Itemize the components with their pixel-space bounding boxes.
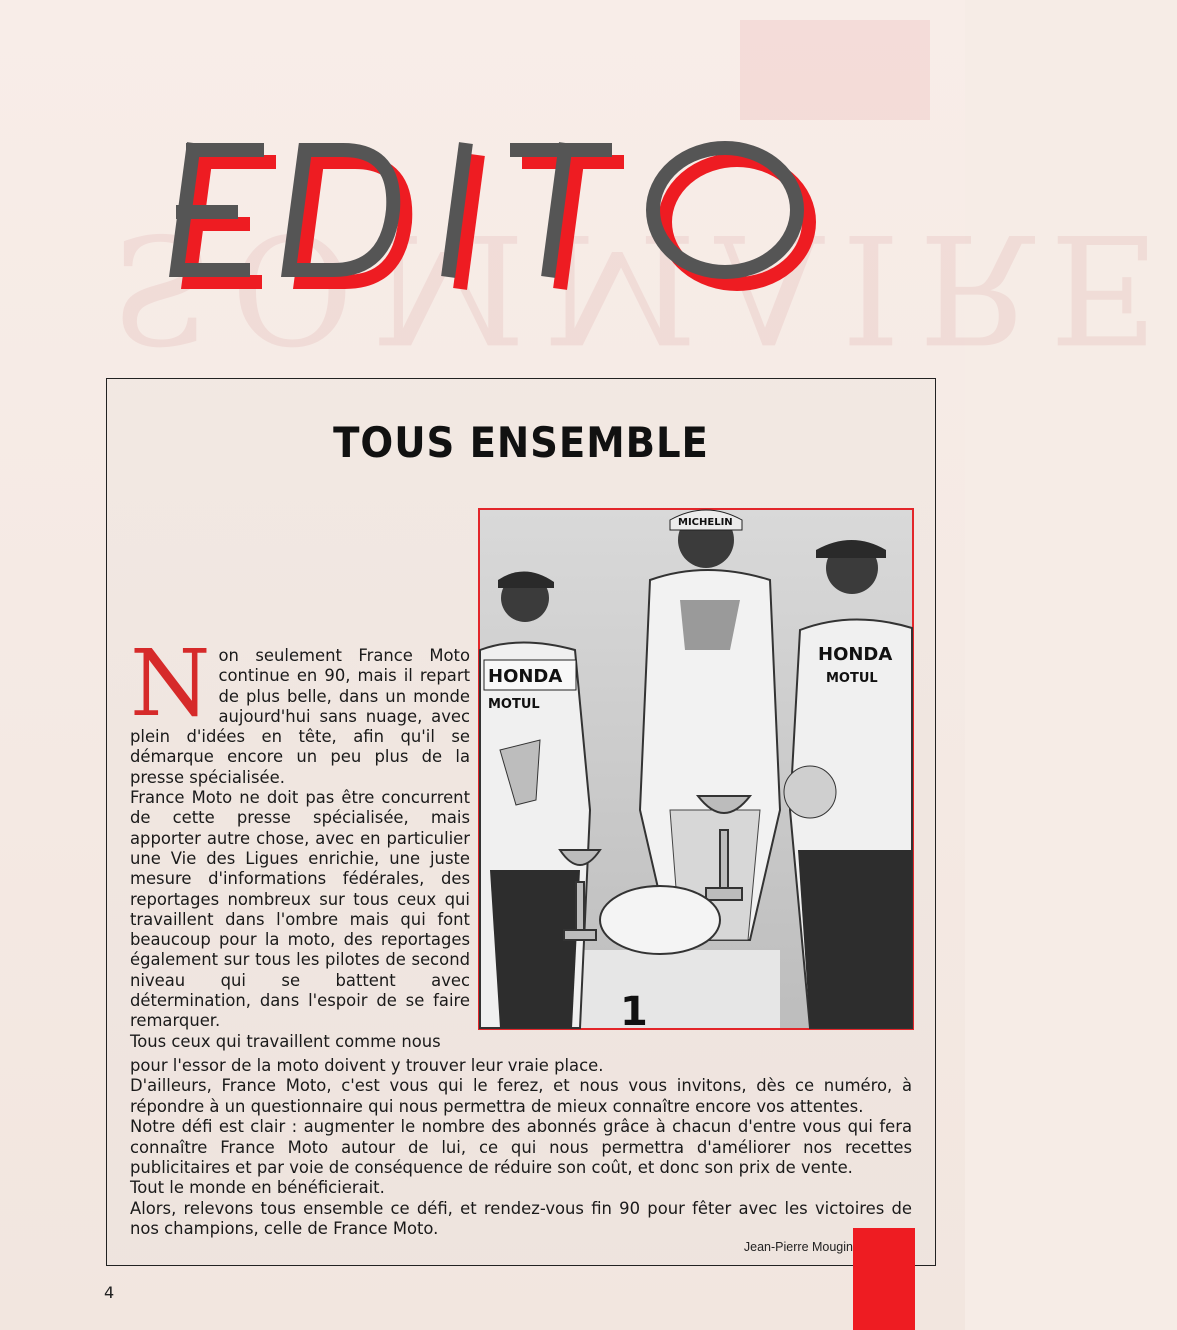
right-suit-brand: HONDA xyxy=(818,644,893,665)
article-headline: TOUS ENSEMBLE xyxy=(333,418,709,467)
article-wide-column xyxy=(130,1056,912,1240)
podium-block xyxy=(550,950,780,1028)
show-through-block xyxy=(740,20,930,120)
right-suit-sponsor: MOTUL xyxy=(826,671,878,686)
podium-illustration xyxy=(480,510,912,1035)
edito-title: EDITO xyxy=(165,130,169,131)
edito-masthead xyxy=(165,130,885,300)
article-paragraph-5: Notre défi est clair : augmenter le nombre des abonnés grâce à chacun d'entre vous qui fera connaître France Moto autour de lui, ce qui nous permettra d'améliorer nos recettes publicitaires et par voie de conséquence de réduire son coût, et donc son prix de vente. xyxy=(130,1117,912,1178)
left-suit-brand: HONDA xyxy=(488,666,563,687)
edito-logo xyxy=(165,130,885,300)
article-paragraph-3-start: Tous ceux qui travaillent comme nous xyxy=(130,1031,441,1051)
article-paragraph-3-end: pour l'essor de la moto doivent y trouver leur vraie place. xyxy=(130,1056,604,1075)
winner-cap-brand: MICHELIN xyxy=(678,517,733,528)
podium-number: 1 xyxy=(620,989,648,1035)
show-through-text: SOMMAIRE xyxy=(110,200,1177,374)
page-number: 4 xyxy=(104,1283,115,1302)
article-paragraph-7: Alors, relevons tous ensemble ce défi, et rendez-vous fin 90 pour fêter avec les victoires de nos champions, celle de France Moto. xyxy=(130,1198,912,1239)
author-signature: Jean-Pierre Mougin xyxy=(743,1240,853,1254)
podium-photo xyxy=(478,508,914,1035)
left-suit-sponsor: MOTUL xyxy=(488,697,540,712)
article-paragraph-6: Tout le monde en bénéficierait. xyxy=(130,1178,385,1198)
article-column xyxy=(130,630,470,1052)
helmet xyxy=(600,886,720,954)
drop-cap: N xyxy=(130,630,211,737)
red-corner-tab xyxy=(853,1228,915,1330)
article-intro: on seulement France Moto continue en 90, mais il repart de plus belle, dans un monde aujourd'hui sans nuage, avec plein d'idées en tête, afin qu'il se démarque encore un peu plus de la presse spécialisée. xyxy=(130,646,470,787)
article-paragraph-4: D'ailleurs, France Moto, c'est vous qui le ferez, et nous vous invitons, dès ce numéro, à répondre à un questionnaire qui nous permettra de mieux connaître encore vos attentes. xyxy=(130,1076,912,1116)
article-paragraph-2: France Moto ne doit pas être concurrent de cette presse spécialisée, mais apporter autre chose, avec en particulier une Vie des Ligues enrichie, une juste mesure d'informations fédérales, des reportages nombreux sur tous ceux qui travaillent dans l'ombre mais qui font beaucoup pour la moto, des reportages également sur tous les pilotes de second niveau qui se battent avec détermination, dans l'espoir de se faire remarquer. xyxy=(130,788,470,1031)
